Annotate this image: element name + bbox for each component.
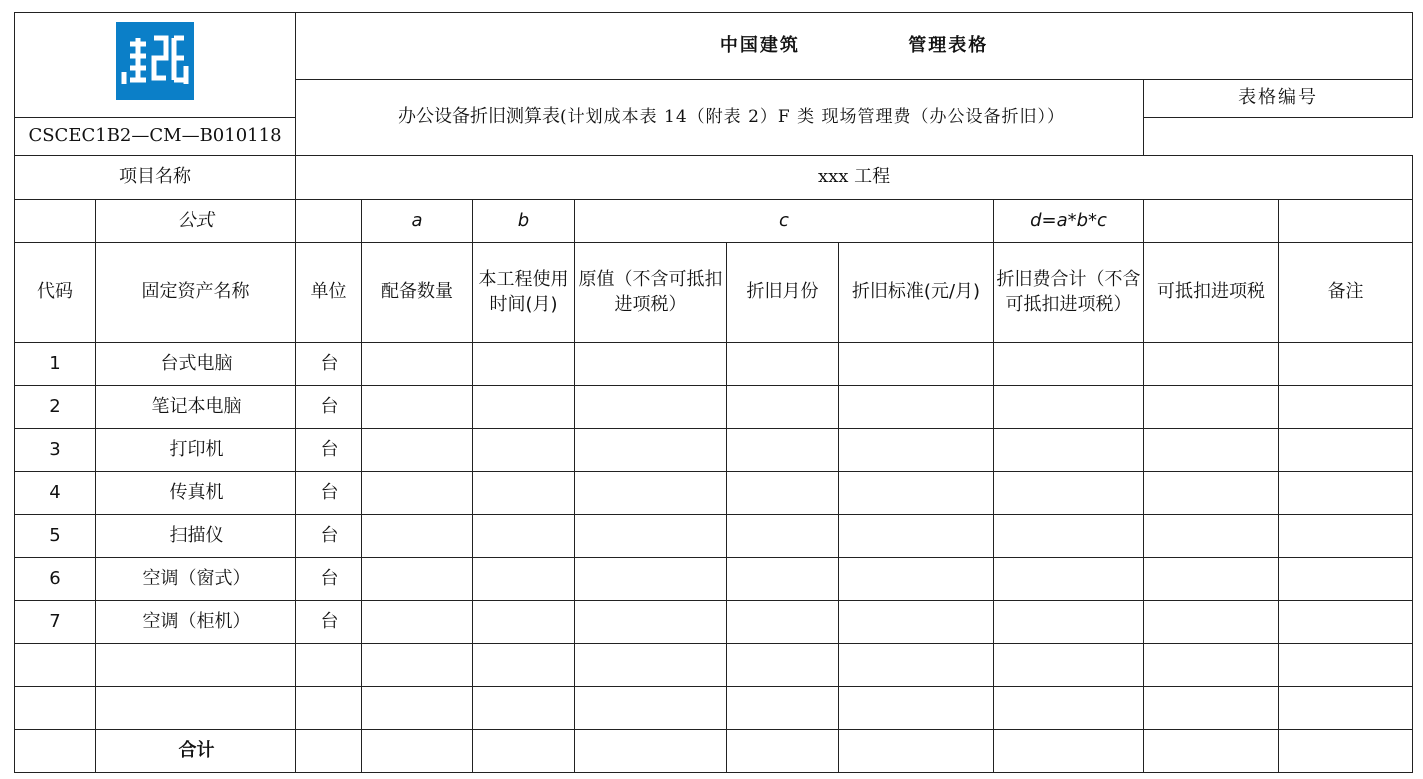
cell[interactable] (362, 429, 473, 472)
cell[interactable] (473, 472, 575, 515)
cell[interactable] (727, 386, 839, 429)
cell[interactable] (727, 343, 839, 386)
cell[interactable] (473, 558, 575, 601)
row-unit: 台 (296, 472, 362, 515)
cell (15, 730, 96, 773)
cell[interactable] (1279, 644, 1413, 687)
cell[interactable] (994, 558, 1144, 601)
table-row-empty (15, 644, 1413, 687)
cell[interactable] (839, 644, 994, 687)
cell[interactable] (473, 343, 575, 386)
cell[interactable] (1279, 601, 1413, 644)
col-header-name: 固定资产名称 (96, 243, 296, 343)
cell[interactable] (15, 687, 96, 730)
cell[interactable] (1144, 515, 1279, 558)
cell[interactable] (1144, 472, 1279, 515)
cell[interactable] (1279, 429, 1413, 472)
row-name: 扫描仪 (96, 515, 296, 558)
cell[interactable] (473, 386, 575, 429)
cell[interactable] (994, 730, 1144, 773)
cell[interactable] (473, 429, 575, 472)
cell[interactable] (994, 644, 1144, 687)
cell[interactable] (473, 601, 575, 644)
cell[interactable] (839, 429, 994, 472)
cell[interactable] (994, 386, 1144, 429)
cell[interactable] (1279, 687, 1413, 730)
cell[interactable] (575, 687, 727, 730)
cell[interactable] (1144, 687, 1279, 730)
col-header-dep-month: 折旧月份 (727, 243, 839, 343)
cell[interactable] (362, 644, 473, 687)
depreciation-form-table (14, 12, 1413, 773)
cell[interactable] (362, 601, 473, 644)
formula-b: b (473, 200, 575, 243)
col-header-qty: 配备数量 (362, 243, 473, 343)
cell[interactable] (1144, 601, 1279, 644)
cell[interactable] (727, 472, 839, 515)
cell[interactable] (473, 687, 575, 730)
formula-note-cell (1279, 200, 1413, 243)
formula-label: 公式 (96, 200, 296, 243)
row-code: 2 (15, 386, 96, 429)
col-header-dep-total: 折旧费合计（不含可抵扣进项税） (994, 243, 1144, 343)
doc-title: 办公设备折旧测算表 (398, 106, 560, 128)
table-row-empty (15, 687, 1413, 730)
cell[interactable] (839, 687, 994, 730)
cell[interactable] (727, 558, 839, 601)
cell[interactable] (1144, 429, 1279, 472)
cell[interactable] (839, 515, 994, 558)
cell[interactable] (575, 558, 727, 601)
cell[interactable] (994, 343, 1144, 386)
col-header-unit: 单位 (296, 243, 362, 343)
formula-unit-cell (296, 200, 362, 243)
row-code: 3 (15, 429, 96, 472)
cell[interactable] (727, 644, 839, 687)
col-header-code: 代码 (15, 243, 96, 343)
cell[interactable] (96, 644, 296, 687)
cell[interactable] (994, 429, 1144, 472)
cell[interactable] (994, 515, 1144, 558)
row-unit: 台 (296, 515, 362, 558)
project-name-label: 项目名称 (15, 156, 296, 200)
cell[interactable] (1144, 343, 1279, 386)
col-header-tax: 可抵扣进项税 (1144, 243, 1279, 343)
cell[interactable] (994, 601, 1144, 644)
row-unit: 台 (296, 343, 362, 386)
cell[interactable] (362, 687, 473, 730)
form-number-label: 表格编号 (1144, 80, 1413, 118)
cell[interactable] (362, 386, 473, 429)
cell[interactable] (296, 730, 362, 773)
cell[interactable] (575, 429, 727, 472)
row-unit: 台 (296, 386, 362, 429)
cell[interactable] (1144, 644, 1279, 687)
formula-tax-cell (1144, 200, 1279, 243)
row-name: 传真机 (96, 472, 296, 515)
cell[interactable] (994, 687, 1144, 730)
cell[interactable] (575, 515, 727, 558)
cell[interactable] (727, 601, 839, 644)
col-header-dep-std: 折旧标准(元/月) (839, 243, 994, 343)
cell[interactable] (1279, 730, 1413, 773)
table-row (15, 601, 1413, 644)
row-code: 5 (15, 515, 96, 558)
table-row (15, 429, 1413, 472)
total-row (15, 730, 1413, 773)
table-row (15, 472, 1413, 515)
logo-cell (15, 13, 296, 118)
doc-subtitle: (计划成本表 14（附表 2）F 类 现场管理费（办公设备折旧）） (560, 107, 1065, 128)
cell[interactable] (362, 730, 473, 773)
cscec-logo (116, 22, 194, 100)
row-name: 空调（窗式） (96, 558, 296, 601)
cell[interactable] (1279, 558, 1413, 601)
cell[interactable] (473, 730, 575, 773)
cell[interactable] (994, 472, 1144, 515)
table-row (15, 386, 1413, 429)
cell[interactable] (473, 644, 575, 687)
cell[interactable] (362, 343, 473, 386)
table-row (15, 343, 1413, 386)
cell[interactable] (727, 515, 839, 558)
cell[interactable] (96, 687, 296, 730)
row-code: 7 (15, 601, 96, 644)
row-name: 打印机 (96, 429, 296, 472)
org-title: 中国建筑 管理表格 (296, 13, 1413, 80)
row-code: 1 (15, 343, 96, 386)
cell[interactable] (575, 472, 727, 515)
cell[interactable] (727, 429, 839, 472)
col-header-orig: 原值（不含可抵扣进项税） (575, 243, 727, 343)
row-name: 空调（柜机） (96, 601, 296, 644)
project-name-value: xxx 工程 (296, 156, 1413, 200)
cell[interactable] (839, 730, 994, 773)
cell[interactable] (1279, 343, 1413, 386)
cell[interactable] (575, 730, 727, 773)
cell[interactable] (575, 644, 727, 687)
cell[interactable] (473, 515, 575, 558)
formula-empty-cell (15, 200, 96, 243)
cell[interactable] (839, 343, 994, 386)
row-unit: 台 (296, 601, 362, 644)
formula-a: a (362, 200, 473, 243)
cell[interactable] (727, 730, 839, 773)
cell[interactable] (1279, 472, 1413, 515)
row-code: 4 (15, 472, 96, 515)
formula-c: c (575, 200, 994, 243)
cell[interactable] (575, 343, 727, 386)
formula-d: d=a*b*c (994, 200, 1144, 243)
row-code: 6 (15, 558, 96, 601)
cscec-logo-mark (116, 22, 194, 100)
row-name: 笔记本电脑 (96, 386, 296, 429)
cell[interactable] (362, 472, 473, 515)
cell[interactable] (362, 515, 473, 558)
cell[interactable] (727, 687, 839, 730)
row-name: 台式电脑 (96, 343, 296, 386)
total-label: 合计 (96, 730, 296, 773)
cell[interactable] (1279, 386, 1413, 429)
cell[interactable] (1144, 558, 1279, 601)
cell[interactable] (1144, 386, 1279, 429)
col-header-note: 备注 (1279, 243, 1413, 343)
cell[interactable] (1144, 730, 1279, 773)
cell[interactable] (15, 644, 96, 687)
cell[interactable] (839, 386, 994, 429)
cell[interactable] (839, 558, 994, 601)
cell[interactable] (362, 558, 473, 601)
form-number: CSCEC1B2—CM—B010118 (15, 118, 296, 156)
doc-title-cell (296, 80, 1144, 156)
col-header-months: 本工程使用时间(月) (473, 243, 575, 343)
table-row (15, 515, 1413, 558)
cell[interactable] (839, 601, 994, 644)
cell[interactable] (296, 687, 362, 730)
cell[interactable] (296, 644, 362, 687)
table-row (15, 558, 1413, 601)
row-unit: 台 (296, 429, 362, 472)
row-unit: 台 (296, 558, 362, 601)
cell[interactable] (575, 601, 727, 644)
cell[interactable] (575, 386, 727, 429)
cell[interactable] (839, 472, 994, 515)
cell[interactable] (1279, 515, 1413, 558)
